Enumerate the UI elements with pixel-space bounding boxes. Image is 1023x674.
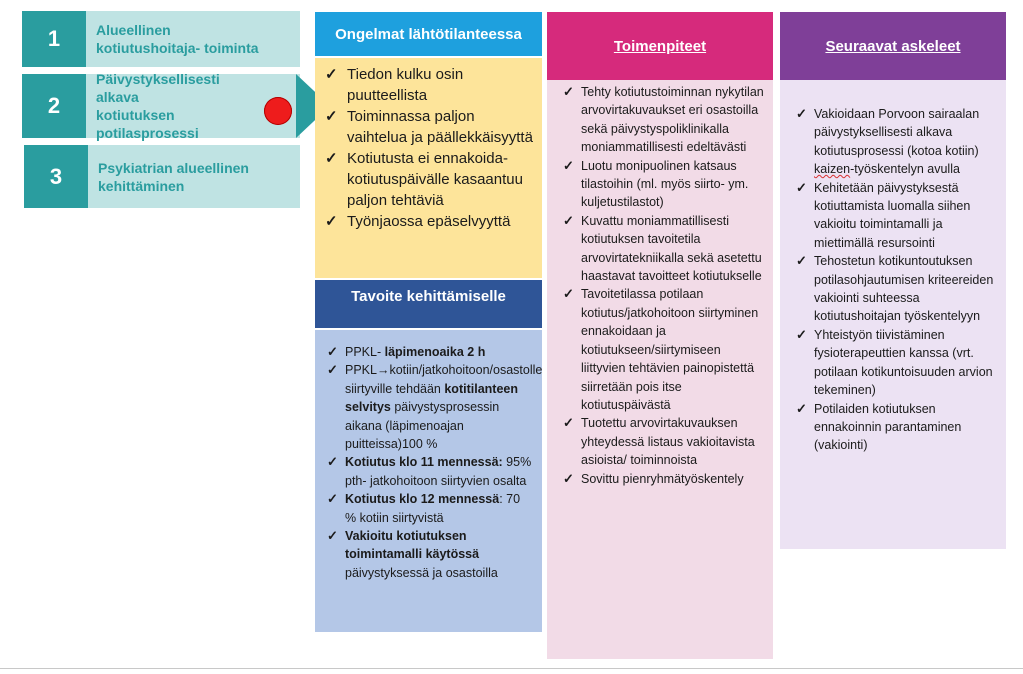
list-item: ✓ PPKL→kotiin/jatkohoitoon/osastolle siirtyville tehdään kotitilanteen selvitys päivystysprosessin aikana (läpimenoajan puitteissa)100 %: [315, 361, 534, 453]
list-item: ✓ Tehostetun kotikuntoutuksen potilasohjautumisen kriteereiden vakiointi suhteessa kotiutushoitajan työskentelyyn: [786, 252, 998, 326]
list-item: ✓ Tehty kotiutustoiminnan nykytilan arvovirtakuvaukset eri osastoilla sekä päivystyspoliklinikalla moniammatillisesti edeltävästi: [553, 83, 765, 157]
list-item: ✓ Tuotettu arvovirtakuvauksen yhteydessä listaus vakioitavista asioista/ toiminnoista: [553, 414, 765, 469]
problems-panel: [315, 58, 542, 278]
step-3: [24, 145, 300, 208]
list-item: ✓ Vakioidaan Porvoon sairaalan päivystyksellisesti alkava kotiutusprosessi (kotoa kotiin) kaizen-työskentelyn avulla: [786, 105, 998, 179]
list-item: ✓ Kotiutus klo 11 mennessä: 95% pth- jatkohoitoon siirtyvien osalta: [315, 453, 534, 490]
next-steps-list: [786, 105, 998, 455]
goals-list: [315, 343, 543, 582]
list-item: ✓ Kehitetään päivystyksestä kotiuttamista luomalla siihen vakioitu toimintamalli ja miettimällä resursointi: [786, 179, 998, 253]
step-number: 2: [22, 74, 86, 138]
step-label: Päivystyksellisesti alkava kotiutuksen potilasprosessi: [86, 74, 300, 138]
list-item: ✓ Toiminnassa paljon vaihtelua ja päällekkäisyyttä: [319, 106, 536, 148]
problems-list: [319, 64, 536, 232]
next-steps-panel: [780, 80, 1006, 549]
step-2: [22, 71, 300, 141]
step-1: [22, 11, 300, 67]
list-item: ✓ PPKL- läpimenoaika 2 h: [315, 343, 534, 361]
list-item: ✓ Tiedon kulku osin puutteellista: [319, 64, 536, 106]
actions-title: Toimenpiteet: [613, 37, 707, 55]
actions-list: [553, 83, 765, 488]
step-label: Alueellinen kotiutushoitaja- toiminta: [86, 11, 300, 67]
next-steps-title: Seuraavat askeleet: [825, 37, 961, 55]
list-item: ✓ Vakioitu kotiutuksen toimintamalli käytössä päivystyksessä ja osastoilla: [315, 527, 534, 582]
step-number: 3: [24, 145, 88, 208]
list-item: ✓ Työnjaossa epäselvyyttä: [319, 211, 536, 232]
problems-header: Ongelmat lähtötilanteessa: [315, 12, 542, 56]
list-item: ✓ Luotu monipuolinen katsaus tilastoihin (ml. myös siirto- ym. kuljetustilastot): [553, 157, 765, 212]
list-item: ✓ Kotiutusta ei ennakoida- kotiutuspäivälle kasaantuu paljon tehtäviä: [319, 148, 536, 211]
list-item: ✓ Tavoitetilassa potilaan kotiutus/jatkohoitoon siirtyminen ennakoidaan ja kotiutukseen/siirtymiseen liittyvien tehtävien painopistettä siirretään pois itse kotiutuspäivästä: [553, 285, 765, 414]
actions-panel: [547, 80, 773, 659]
step-number: 1: [22, 11, 86, 67]
goals-header: Tavoite kehittämiselle: [315, 280, 542, 328]
step-label: Psykiatrian alueellinen kehittäminen: [88, 145, 300, 208]
list-item: ✓ Kuvattu moniammatillisesti kotiutuksen tavoitetila arvovirtatekniikalla sekä asetettu haastavat tavoitteet kotiutukselle: [553, 212, 765, 286]
list-item: ✓ Yhteistyön tiivistäminen fysioterapeuttien kanssa (vrt. potilaan kotikuntoisuuden arvion tekeminen): [786, 326, 998, 400]
current-step-marker-icon: [264, 97, 292, 125]
list-item: ✓ Potilaiden kotiutuksen ennakoinnin parantaminen (vakiointi): [786, 400, 998, 455]
actions-header: [547, 12, 773, 80]
list-item: ✓ Sovittu pienryhmätyöskentely: [553, 470, 765, 488]
divider: [0, 668, 1023, 669]
list-item: ✓ Kotiutus klo 12 mennessä: 70 % kotiin siirtyvistä: [315, 490, 534, 527]
next-steps-header: [780, 12, 1006, 80]
goals-panel: [315, 330, 542, 632]
